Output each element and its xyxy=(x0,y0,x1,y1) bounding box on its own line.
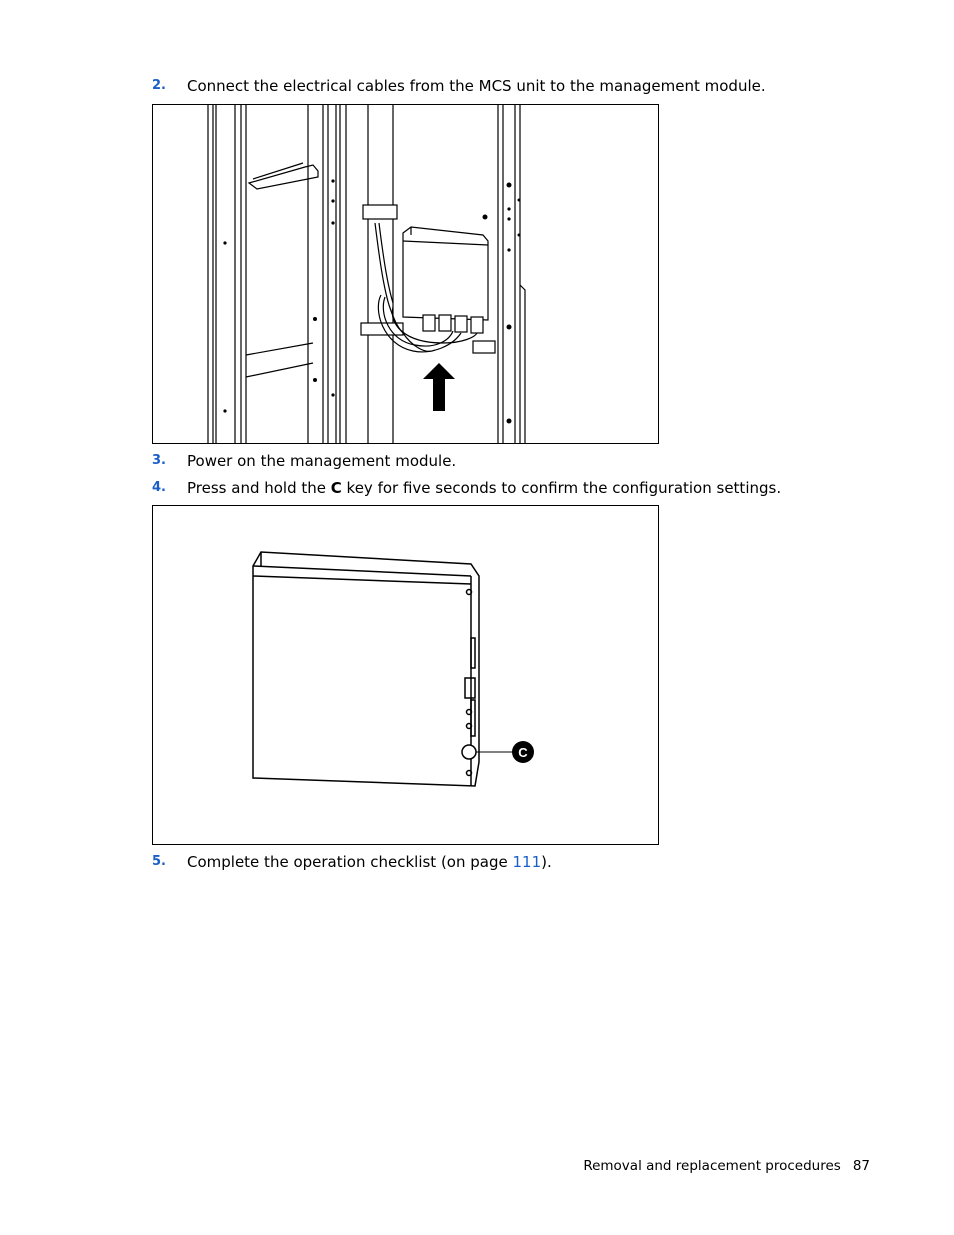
management-module-illustration xyxy=(153,506,658,844)
key-name: C xyxy=(330,479,342,497)
insertion-arrow-icon xyxy=(423,363,455,411)
page-link[interactable]: 111 xyxy=(512,853,542,871)
callout-c-label: C xyxy=(518,745,528,760)
step-text-post: ). xyxy=(541,853,552,871)
step-text-post: key for five seconds to confirm the configuration settings. xyxy=(341,479,782,497)
step-text-pre: Complete the operation checklist (on page xyxy=(187,853,513,871)
page-footer xyxy=(583,1158,870,1174)
step-text-pre: Press and hold the xyxy=(187,479,331,497)
step-number: 2. xyxy=(152,78,166,93)
step-number: 3. xyxy=(152,453,166,468)
step-number: 5. xyxy=(152,854,166,869)
step-text xyxy=(187,852,552,872)
page-number: 87 xyxy=(852,1158,870,1174)
figure-rack-cabling xyxy=(152,104,659,444)
footer-section-title: Removal and replacement procedures xyxy=(583,1158,841,1174)
step-text: Power on the management module. xyxy=(187,452,457,470)
rack-cabling-illustration xyxy=(153,105,658,443)
figure-management-module xyxy=(152,505,659,845)
step-text xyxy=(187,478,781,498)
c-key-button xyxy=(462,745,476,759)
step-number: 4. xyxy=(152,480,166,495)
step-text: Connect the electrical cables from the MCS unit to the management module. xyxy=(187,77,766,95)
